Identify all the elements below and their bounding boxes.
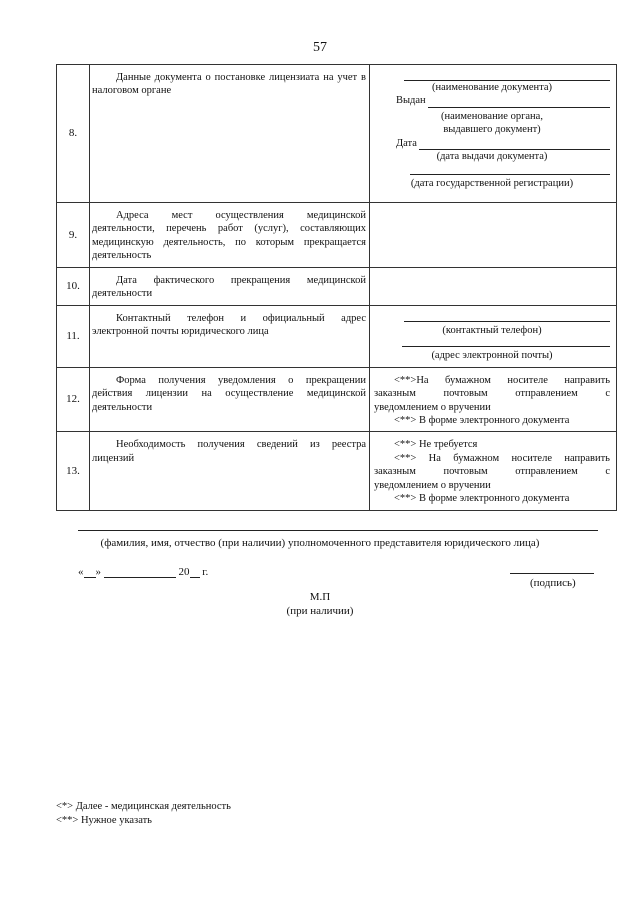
table-row <box>57 65 617 203</box>
tax-registration-fields <box>370 65 617 203</box>
option-paper[interactable] <box>374 374 610 387</box>
signature-caption: (подпись) <box>530 577 576 589</box>
option-word: направить <box>564 452 610 464</box>
row-description <box>90 65 370 203</box>
row-value-empty[interactable] <box>370 267 617 305</box>
option-word: заказным <box>374 466 416 478</box>
option-word: отправлением <box>515 388 578 400</box>
option-word: носителе <box>511 452 552 464</box>
contact-fields <box>370 305 617 367</box>
date-label: Дата <box>396 137 417 149</box>
phone-line[interactable] <box>404 312 610 322</box>
footnote: <**> Нужное указать <box>56 814 152 826</box>
email-line[interactable] <box>402 337 610 347</box>
option-paper-line-2 <box>374 387 610 400</box>
table-row <box>57 203 617 268</box>
option-word: отправлением <box>515 466 578 478</box>
signature-line[interactable] <box>510 573 594 574</box>
issued-label: Выдан <box>396 95 426 107</box>
option-paper-line-3: уведомлением о вручении <box>374 401 491 413</box>
issued-by-row <box>374 94 610 107</box>
application-form-table <box>56 64 617 511</box>
document-name-line[interactable] <box>404 71 610 81</box>
option-word: с <box>605 466 610 478</box>
option-paper[interactable] <box>374 452 610 465</box>
option-word: носителе <box>507 374 548 386</box>
stamp-block <box>0 590 640 619</box>
row-description-text: Данные документа о постановке лицензиата на учет в налоговом органе <box>92 72 366 97</box>
stamp-label: М.П <box>309 591 331 603</box>
stamp-note: (при наличии) <box>286 605 354 618</box>
row-description <box>90 432 370 510</box>
table-row <box>57 267 617 305</box>
row-number: 12. <box>57 367 90 432</box>
footnotes <box>56 800 231 827</box>
table-row <box>57 305 617 367</box>
row-description <box>90 203 370 268</box>
option-electronic[interactable]: <**> В форме электронного документа <box>394 493 570 505</box>
registry-options <box>370 432 617 510</box>
email-caption: (адрес электронной почты) <box>431 350 553 362</box>
day-field[interactable] <box>84 567 96 578</box>
option-paper-line-3: уведомлением о вручении <box>374 479 491 491</box>
row-number: 10. <box>57 267 90 305</box>
row-description-text: Дата фактического прекращения медицинской деятельности <box>92 274 366 300</box>
row-value-empty[interactable] <box>370 203 617 268</box>
row-description <box>90 367 370 432</box>
representative-name-line[interactable] <box>78 530 598 531</box>
option-word: направить <box>564 374 610 386</box>
row-description-text: Контактный телефон и официальный адрес электронной почты юридического лица <box>92 312 366 338</box>
option-not-required[interactable]: <**> Не требуется <box>394 439 478 451</box>
document-name-caption: (наименование документа) <box>431 82 553 93</box>
row-description-text: Необходимость получения сведений из реестра лицензий <box>92 439 366 464</box>
option-word: бумажном <box>445 374 491 386</box>
option-electronic[interactable]: <**> В форме электронного документа <box>394 414 570 426</box>
issuer-caption-1: (наименование органа, <box>441 110 543 122</box>
row-description <box>90 305 370 367</box>
phone-caption: (контактный телефон) <box>442 324 542 336</box>
row-number: 9. <box>57 203 90 268</box>
representative-caption: (фамилия, имя, отчество (при наличии) уполномоченного представителя юридического лица) <box>100 537 540 549</box>
year-suffix: г. <box>202 566 209 578</box>
option-word: почтовым <box>443 388 488 400</box>
date-open-quote: « <box>78 566 84 578</box>
table-row <box>57 367 617 432</box>
row-description-text: Адреса мест осуществления медицинской деятельности, перечень работ (услуг), составляющих медицинскую деятельность, по которым прекращается деятельность <box>92 210 366 262</box>
registration-date-caption: (дата государственной регистрации) <box>410 177 574 189</box>
option-word: с <box>605 388 610 400</box>
issue-date-line[interactable] <box>419 138 610 150</box>
footnote: <*> Далее - медицинская деятельность <box>56 801 231 812</box>
issuer-caption-2: выдавшего документ) <box>443 124 541 136</box>
option-word: заказным <box>374 388 416 400</box>
year-field[interactable] <box>190 567 200 578</box>
registration-date-line[interactable] <box>410 164 610 175</box>
row-description <box>90 267 370 305</box>
row-number: 8. <box>57 65 90 203</box>
signing-date <box>78 566 208 578</box>
date-close-quote: » <box>95 566 101 578</box>
date-row <box>374 137 610 150</box>
row-number: 13. <box>57 432 90 510</box>
option-marker: <**>На <box>394 374 429 386</box>
option-word: почтовым <box>443 466 488 478</box>
table-row <box>57 432 617 510</box>
year-prefix: 20 <box>178 566 190 578</box>
issued-by-line[interactable] <box>428 96 610 108</box>
issue-date-caption: (дата выдачи документа) <box>436 151 548 163</box>
row-description-text: Форма получения уведомления о прекращении действия лицензии на осуществление медицинской деятельности <box>92 374 366 413</box>
row-number: 11. <box>57 305 90 367</box>
option-paper-line-2 <box>374 465 610 478</box>
page-number: 57 <box>313 40 327 55</box>
option-marker: <**> <box>394 452 417 464</box>
option-word: бумажном <box>453 452 500 464</box>
notification-options <box>370 367 617 432</box>
option-word: На <box>428 452 441 464</box>
month-field[interactable] <box>104 567 176 578</box>
